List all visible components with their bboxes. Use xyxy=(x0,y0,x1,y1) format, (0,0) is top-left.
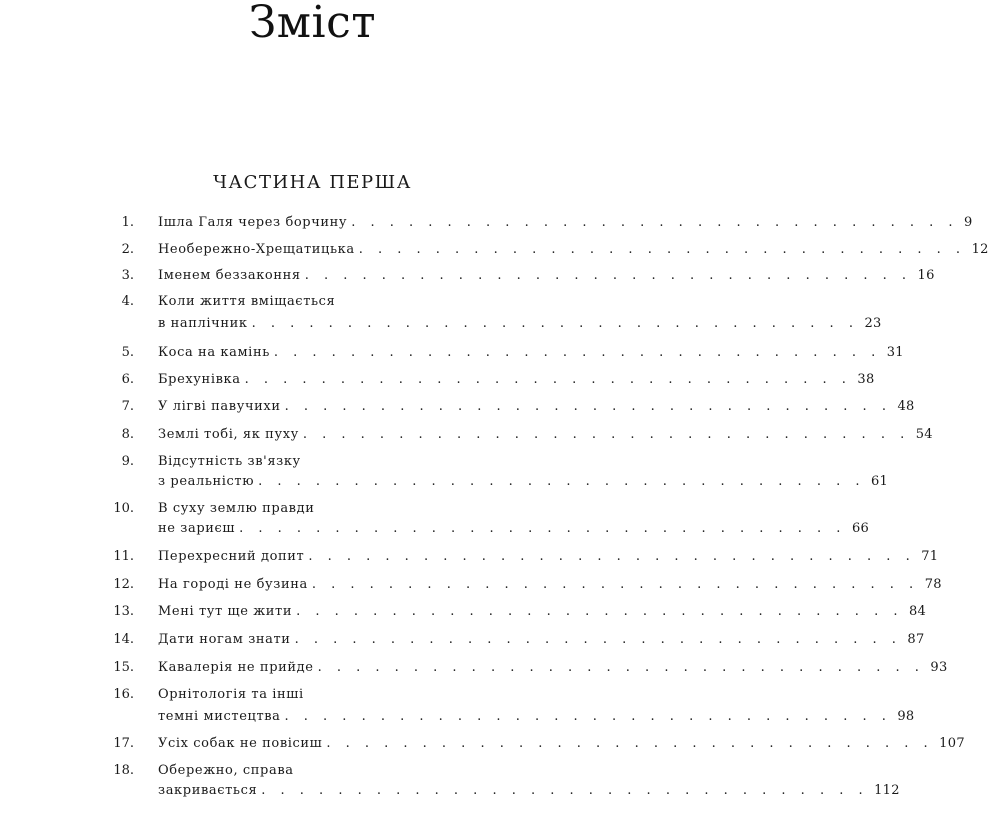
chapter-title-line xyxy=(158,397,915,417)
chapter-title-line xyxy=(158,213,973,233)
dot-leader: . . . . . . . . . . . . . . . . . . . . . . . . . . . . . . . . xyxy=(261,783,869,798)
chapter-title-line xyxy=(158,425,933,445)
dot-leader: . . . . . . . . . . . . . . . . . . . . . . . . . . . . . . . . xyxy=(358,242,966,257)
chapter-title-first-line: Відсутність зв'язку xyxy=(158,454,301,469)
chapter-title-line xyxy=(158,314,882,334)
chapter-number: 6. xyxy=(121,372,134,387)
chapter-number: 1. xyxy=(121,215,134,230)
page-number: 66 xyxy=(851,521,870,536)
chapter-number: 11. xyxy=(113,549,134,564)
chapter-title-line xyxy=(158,266,935,286)
chapter-title: Усіх собак не повісиш xyxy=(158,736,323,751)
chapter-number: 13. xyxy=(113,604,134,619)
chapter-title: На городі не бузина xyxy=(158,577,308,592)
chapter-number: 14. xyxy=(113,632,134,647)
dot-leader: . . . . . . . . . . . . . . . . . . . . . . . . . . . . . . . . xyxy=(284,399,892,414)
chapter-title-line xyxy=(158,370,875,390)
chapter-title: Мені тут ще жити xyxy=(158,604,293,619)
page-number: 112 xyxy=(874,783,900,798)
chapter-number: 3. xyxy=(121,268,134,283)
chapter-title-first-line: В суху землю правди xyxy=(158,501,315,516)
part-heading: ЧАСТИНА ПЕРША xyxy=(213,172,412,193)
chapter-title: Перехресний допит xyxy=(158,549,305,564)
dot-leader: . . . . . . . . . . . . . . . . . . . . . . . . . . . . . . . . xyxy=(311,577,919,592)
chapter-number: 9. xyxy=(121,454,134,469)
page-number: 9 xyxy=(964,215,973,230)
page-number: 93 xyxy=(930,660,948,675)
chapter-number: 2. xyxy=(121,242,134,257)
chapter-title-line xyxy=(158,630,925,650)
chapter-title-line xyxy=(158,547,939,567)
chapter-title: Коса на камінь xyxy=(158,345,270,360)
chapter-title: Ішла Галя через борчину xyxy=(158,215,348,230)
page-number: 98 xyxy=(897,709,915,724)
chapter-number: 16. xyxy=(113,687,134,702)
dot-leader: . . . . . . . . . . . . . . . . . . . . . . . . . . . . . . . . xyxy=(294,632,902,647)
page-number: 87 xyxy=(907,632,925,647)
dot-leader: . . . . . . . . . . . . . . . . . . . . . . . . . . . . . . . . xyxy=(302,427,910,442)
chapter-number: 18. xyxy=(113,763,134,778)
chapter-title: з реальністю xyxy=(158,474,255,489)
page-number: 107 xyxy=(939,736,965,751)
chapter-number: 5. xyxy=(121,345,134,360)
chapter-title: темні мистецтва xyxy=(158,709,281,724)
chapter-title-first-line: Орнітологія та інші xyxy=(158,687,304,702)
chapter-title: Землі тобі, як пуху xyxy=(158,427,299,442)
chapter-title: закривається xyxy=(158,783,258,798)
dot-leader: . . . . . . . . . . . . . . . . . . . . . . . . . . . . . . . . xyxy=(351,215,959,230)
page-number: 12 xyxy=(971,242,989,257)
chapter-title: Дати ногам знати xyxy=(158,632,291,647)
page-number: 84 xyxy=(908,604,927,619)
dot-leader: . . . . . . . . . . . . . . . . . . . . . . . . . . . . . . . . xyxy=(284,709,892,724)
chapter-title-line xyxy=(158,734,965,754)
chapter-title: не зариєш xyxy=(158,521,236,536)
chapter-title-line xyxy=(158,472,889,492)
chapter-title-line xyxy=(158,707,915,727)
chapter-number: 4. xyxy=(121,294,134,309)
chapter-number: 15. xyxy=(113,660,134,675)
dot-leader: . . . . . . . . . . . . . . . . . . . . . . . . . . . . . . . . xyxy=(304,268,912,283)
chapter-number: 12. xyxy=(113,577,134,592)
page-title: Зміст xyxy=(248,0,377,48)
dot-leader: . . . . . . . . . . . . . . . . . . . . . . . . . . . . . . . . xyxy=(251,316,859,331)
page-number: 71 xyxy=(921,549,939,564)
chapter-number: 17. xyxy=(113,736,134,751)
chapter-title: Іменем беззаконня xyxy=(158,268,301,283)
chapter-title: Брехунівка xyxy=(158,372,241,387)
page-number: 78 xyxy=(924,577,942,592)
chapter-title-line xyxy=(158,575,942,595)
chapter-title-line xyxy=(158,240,989,260)
dot-leader: . . . . . . . . . . . . . . . . . . . . . . . . . . . . . . . . xyxy=(308,549,916,564)
page-number: 61 xyxy=(870,474,889,489)
page-number: 54 xyxy=(915,427,933,442)
chapter-title-line xyxy=(158,602,927,622)
chapter-number: 8. xyxy=(121,427,134,442)
page-number: 16 xyxy=(917,268,935,283)
dot-leader: . . . . . . . . . . . . . . . . . . . . . . . . . . . . . . . . xyxy=(317,660,925,675)
chapter-title-line xyxy=(158,781,900,801)
chapter-number: 10. xyxy=(113,501,134,516)
dot-leader: . . . . . . . . . . . . . . . . . . . . . . . . . . . . . . . . xyxy=(244,372,852,387)
dot-leader: . . . . . . . . . . . . . . . . . . . . . . . . . . . . . . . . xyxy=(239,521,846,536)
dot-leader: . . . . . . . . . . . . . . . . . . . . . . . . . . . . . . . . xyxy=(296,604,903,619)
chapter-title-line xyxy=(158,519,870,539)
page-number: 38 xyxy=(857,372,875,387)
dot-leader: . . . . . . . . . . . . . . . . . . . . . . . . . . . . . . . . xyxy=(326,736,934,751)
chapter-title: в наплічник xyxy=(158,316,248,331)
chapter-title: Необережно-Хрещатицька xyxy=(158,242,355,257)
chapter-title: У лігві павучихи xyxy=(158,399,281,414)
chapter-title: Кавалерія не прийде xyxy=(158,660,314,675)
chapter-title-line xyxy=(158,658,948,678)
dot-leader: . . . . . . . . . . . . . . . . . . . . . . . . . . . . . . . . xyxy=(258,474,865,489)
page-number: 31 xyxy=(886,345,904,360)
chapter-title-line xyxy=(158,343,904,363)
page-number: 48 xyxy=(897,399,915,414)
chapter-number: 7. xyxy=(121,399,134,414)
dot-leader: . . . . . . . . . . . . . . . . . . . . . . . . . . . . . . . . xyxy=(273,345,881,360)
page-number: 23 xyxy=(864,316,882,331)
chapter-title-first-line: Коли життя вміщається xyxy=(158,294,336,309)
chapter-title-first-line: Обережно, справа xyxy=(158,763,294,778)
